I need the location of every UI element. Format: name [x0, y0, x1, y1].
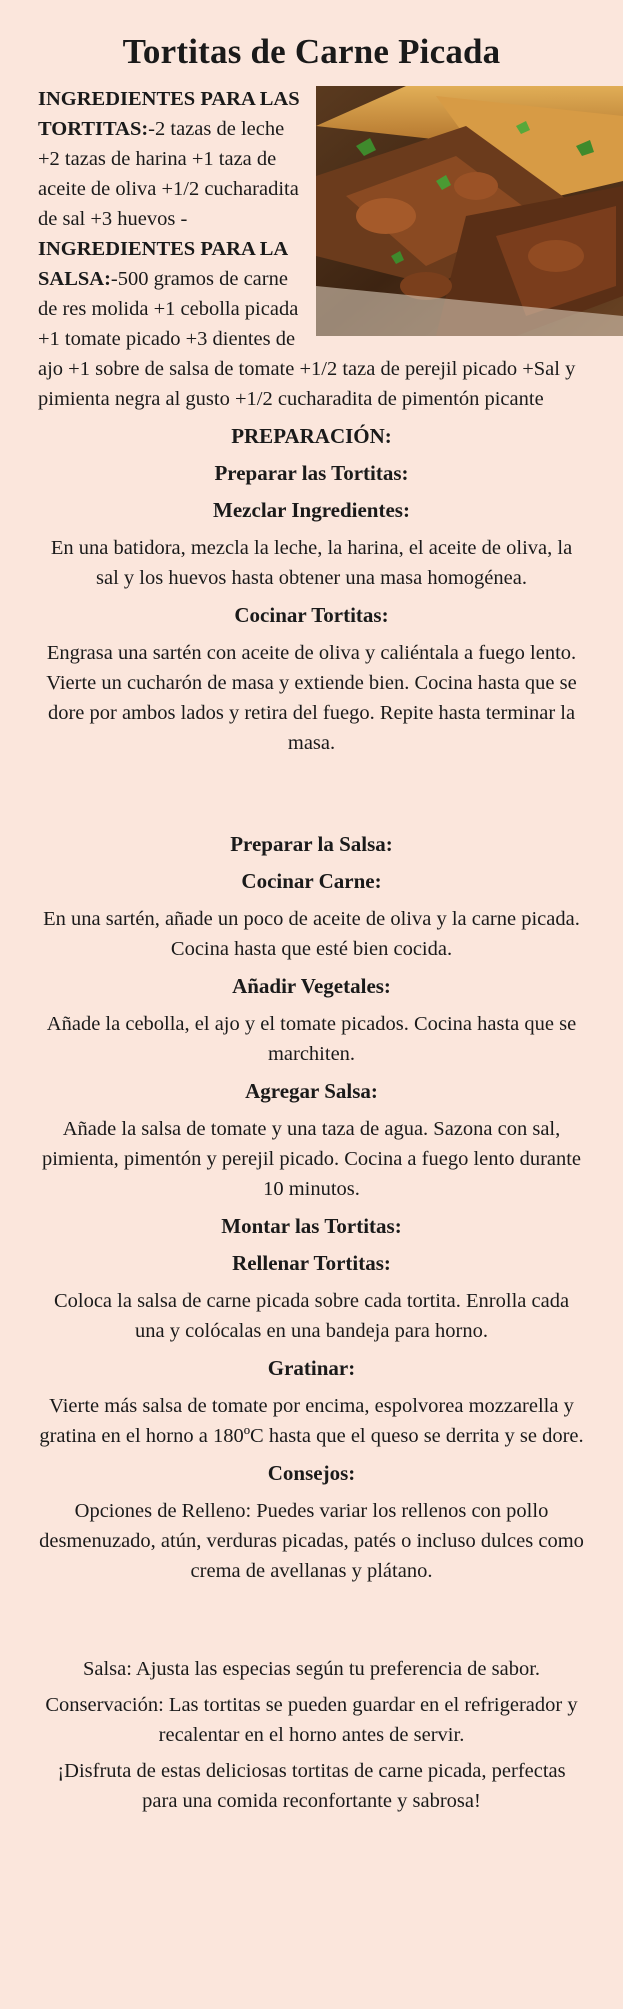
- preparacion-heading: PREPARACIÓN:: [231, 424, 392, 448]
- cocinar-tortitas-text: Engrasa una sartén con aceite de oliva y caliéntala a fuego lento. Vierte un cucharón de masa y extiende bien. Cocina hasta que se dore por ambos lados y retira del fuego. Repite hasta terminar la masa.: [46, 642, 577, 754]
- ingredients-salsa-text: -500 gramos de carne de res molida +1 cebolla picada +1 tomate picado +3 dientes de ajo +1 sobre de salsa de tomate +1/2 taza de perejil picado +Sal y pimienta negra al gusto +1/2 cucharadita de pimentón picante: [38, 268, 576, 410]
- opciones-text: Opciones de Relleno: Puedes variar los rellenos con pollo desmenuzado, atún, verduras picadas, patés o incluso dulces como crema de avellanas y plátano.: [39, 1500, 584, 1582]
- conservacion-tip: Conservación: Las tortitas se pueden guardar en el refrigerador y recalentar en el horno antes de servir.: [45, 1694, 578, 1746]
- mezclar-heading: Mezclar Ingredientes:: [213, 498, 410, 522]
- gratinar-text: Vierte más salsa de tomate por encima, espolvorea mozzarella y gratina en el horno a 180ºC hasta que el queso se derrita y se dore.: [39, 1395, 584, 1447]
- gratinar-heading: Gratinar:: [267, 1356, 356, 1380]
- rellenar-text: Coloca la salsa de carne picada sobre cada tortita. Enrolla cada una y colócalas en una bandeja para horno.: [53, 1290, 570, 1342]
- ingredients-tortitas-label: INGREDIENTES PARA LAS TORTITAS:: [38, 88, 300, 140]
- rellenar-heading: Rellenar Tortitas:: [232, 1251, 391, 1275]
- tacos-image-icon: [316, 86, 623, 336]
- vegetales-heading: Añadir Vegetales:: [232, 974, 391, 998]
- montar-heading: Montar las Tortitas:: [221, 1214, 402, 1238]
- salsa-tip: Salsa: Ajusta las especias según tu preferencia de sabor.: [82, 1658, 541, 1680]
- agregar-salsa-text: Añade la salsa de tomate y una taza de agua. Sazona con sal, pimienta, pimentón y perejil picado. Cocina a fuego lento durante 10 minutos.: [41, 1118, 582, 1200]
- vegetales-text: Añade la cebolla, el ajo y el tomate picados. Cocina hasta que se marchiten.: [46, 1013, 577, 1065]
- consejos-heading: Consejos:: [267, 1461, 356, 1485]
- agregar-salsa-heading: Agregar Salsa:: [245, 1079, 378, 1103]
- cocinar-carne-text: En una sartén, añade un poco de aceite de oliva y la carne picada. Cocina hasta que esté bien cocida.: [43, 908, 580, 960]
- preparar-salsa-heading: Preparar la Salsa:: [230, 832, 393, 856]
- ingredients-salsa-label: INGREDIENTES PARA LA SALSA:: [38, 238, 288, 290]
- preparar-tortitas-heading: Preparar las Tortitas:: [214, 461, 409, 485]
- page-title: Tortitas de Carne Picada: [122, 32, 501, 71]
- mezclar-text: En una batidora, mezcla la leche, la harina, el aceite de oliva, la sal y los huevos hasta obtener una masa homogénea.: [50, 537, 573, 589]
- ingredients-tortitas-text: -2 tazas de leche +2 tazas de harina +1 taza de aceite de oliva +1/2 cucharadita de sal +3 huevos -: [38, 118, 299, 230]
- ingredients-block: [38, 84, 585, 414]
- cocinar-tortitas-heading: Cocinar Tortitas:: [234, 603, 389, 627]
- food-photo: [316, 86, 623, 336]
- closing-text: ¡Disfruta de estas deliciosas tortitas de carne picada, perfectas para una comida reconfortante y sabrosa!: [57, 1760, 566, 1812]
- cocinar-carne-heading: Cocinar Carne:: [241, 869, 382, 893]
